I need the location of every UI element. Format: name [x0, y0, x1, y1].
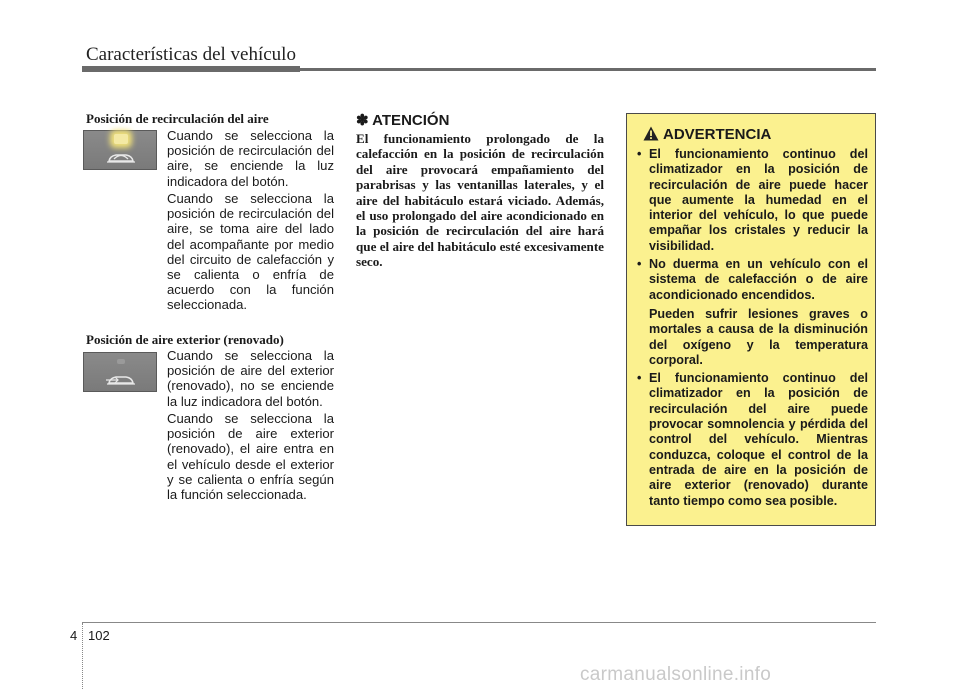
warning-item-2-text: No duerma en un vehículo con el sistema de calefacción o de aire acondicionado encendidos.	[649, 257, 868, 302]
attention-heading: ✽ ATENCIÓN	[356, 112, 450, 129]
fresh-air-paragraph-1: Cuando se selecciona la posición de aire del exterior (renovado), no se enciende la luz indicadora del botón.	[167, 348, 334, 409]
footer-divider	[82, 623, 83, 689]
recirc-heading: Posición de recirculación del aire	[86, 111, 269, 126]
warning-item-1	[627, 147, 877, 254]
fresh-air-car-icon	[106, 373, 136, 387]
warning-box	[626, 113, 876, 526]
warning-title-text: ADVERTENCIA	[663, 126, 772, 143]
page-number: 102	[88, 628, 110, 643]
footer-rule	[82, 622, 876, 623]
fresh-air-paragraph-2: Cuando se selecciona la posición de aire exterior (renovado), el aire entra en el vehículo desde el exterior y se calienta o enfría según la función seleccionada.	[167, 411, 334, 503]
page-header-title: Características del vehículo	[86, 44, 296, 65]
warning-item-3-text: El funcionamiento continuo del climatizador en la posición de recirculación del aire puede provocar somnolencia y pérdida del control del vehículo. Mientras conduzca, coloque el control de la entrada de aire en la posición de aire exterior (renovado) durante tanto tiempo como sea posible.	[649, 371, 868, 508]
recirculation-car-icon	[106, 151, 136, 165]
attention-text-2: Además, el uso prolongado del aire acondicionado en la posición de recirculación del aire hará que el aire del habitáculo esté excesivamente seco.	[356, 192, 604, 270]
indicator-light-off-icon	[117, 359, 125, 364]
warning-title	[643, 126, 771, 143]
warning-item-2	[627, 257, 877, 368]
bullet: •	[637, 147, 642, 161]
attention-text-1: El funcionamiento prolongado de la calefacción en la posición de recirculación del aire provocará empañamiento del parabrisas y las ventanillas laterales, y el aire del habitáculo estará viciado.	[356, 131, 604, 208]
warning-item-1-text: El funcionamiento continuo del climatizador en la posición de recirculación de aire puede hacer que aumente la humedad en el interior del vehículo, lo que puede empañar los cristales y reducir la visibilidad.	[649, 147, 868, 253]
recirc-paragraph-1: Cuando se selecciona la posición de recirculación del aire, se enciende la luz indicadora del botón.	[167, 128, 334, 189]
fresh-air-heading: Posición de aire exterior (renovado)	[86, 332, 284, 347]
chapter-number: 4	[70, 628, 78, 643]
fresh-air-button-image	[83, 352, 157, 392]
recirc-button-image	[83, 130, 157, 170]
recirc-paragraph-2: Cuando se selecciona la posición de recirculación del aire, se toma aire del lado del acompañante por medio del circuito de calefacción y se calienta o enfría de acuerdo con la función seleccionada.	[167, 191, 334, 313]
bullet: •	[637, 257, 642, 272]
watermark: carmanualsonline.info	[580, 664, 772, 685]
attention-body	[356, 131, 604, 270]
warning-list	[627, 147, 877, 512]
warning-triangle-icon	[643, 126, 659, 141]
header-rule-accent	[82, 66, 300, 72]
warning-item-3	[627, 371, 877, 509]
indicator-light-on-icon	[114, 134, 128, 144]
warning-item-2-text-2: Pueden sufrir lesiones graves o mortales a causa de la disminución del oxígeno y la temperatura corporal.	[649, 306, 868, 367]
bullet: •	[637, 371, 642, 386]
